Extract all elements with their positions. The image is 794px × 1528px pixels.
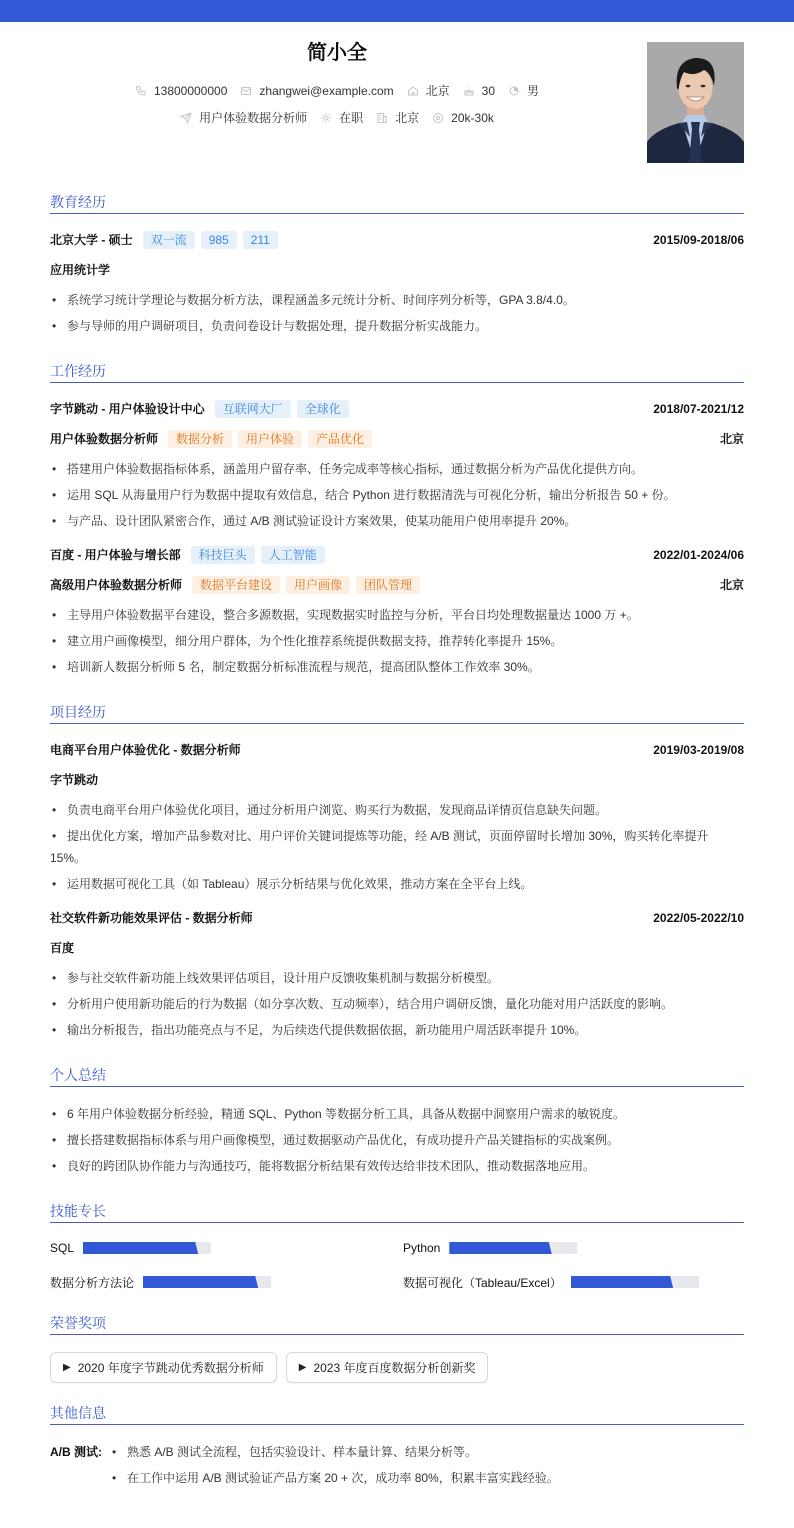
bullet-list [50, 1103, 744, 1177]
list-item [50, 873, 744, 895]
awards-list [50, 1352, 744, 1383]
project-entry [50, 735, 744, 895]
mail-icon [240, 85, 252, 97]
job-status [320, 108, 363, 128]
contact-age [463, 81, 495, 101]
list-item-text: 搭建用户体验数据指标体系，涵盖用户留存率、任务完成率等核心指标，通过数据分析为产品优化提供方向。 [67, 462, 644, 476]
list-item-text: 6 年用户体验数据分析经验，精通 SQL、Python 等数据分析工具，具备从数据中洞察用户需求的敏锐度。 [67, 1107, 626, 1121]
education-section [50, 192, 744, 337]
hometown-text: 北京 [425, 84, 450, 98]
bullet-list [50, 458, 744, 532]
skill-level-bar [449, 1242, 577, 1254]
section-title-awards: 荣誉奖项 [50, 1313, 744, 1335]
company-name: 字节跳动 - 用户体验设计中心 [50, 402, 205, 416]
project-company: 百度 [50, 941, 75, 955]
contact-row-2 [50, 108, 624, 128]
list-item [110, 1441, 559, 1463]
job-status-text: 在职 [339, 111, 364, 125]
bullet-icon: • [112, 1445, 117, 1459]
entry-date: 2018/07-2021/12 [653, 402, 744, 416]
bullet-icon: • [52, 829, 57, 843]
basic-info [50, 22, 624, 128]
salary-text: 20k-30k [451, 111, 494, 125]
list-item-text: 擅长搭建数据指标体系与用户画像模型，通过数据驱动产品优化，有成功提升产品关键指标的实战案例。 [67, 1133, 620, 1147]
list-item [50, 656, 744, 678]
bullet-icon: • [52, 660, 57, 674]
list-item-text: 提出优化方案，增加产品参数对比、用户评价关键词提炼等功能，经 A/B 测试，页面停留时长增加 30%，购买转化率提升 15%。 [50, 829, 709, 865]
work-entry [50, 540, 744, 678]
candidate-name: 简小全 [307, 42, 367, 64]
job-location: 北京 [719, 432, 744, 446]
bullet-list [110, 1441, 559, 1493]
entry-subtitle [50, 933, 744, 963]
phone-text: 13800000000 [153, 84, 228, 98]
project-name: 电商平台用户体验优化 - 数据分析师 [50, 743, 241, 757]
award-item-button[interactable] [50, 1352, 277, 1383]
entry-subtitle [50, 424, 744, 454]
school-tag: 双一流 [143, 231, 195, 249]
job-role: 高级用户体验数据分析师 [50, 578, 183, 592]
major-name: 应用统计学 [50, 263, 111, 277]
bullet-icon: • [52, 1159, 57, 1173]
bullet-icon: • [52, 1107, 57, 1121]
award-item-button[interactable] [286, 1352, 489, 1383]
list-item-text: 参与导师的用户调研项目，负责问卷设计与数据处理，提升数据分析实战能力。 [67, 319, 488, 333]
project-entry [50, 903, 744, 1041]
other-info-item [50, 1441, 744, 1493]
skill-level-fill [571, 1276, 673, 1288]
list-item [50, 630, 744, 652]
list-item-text: 运用 SQL 从海量用户行为数据中提取有效信息，结合 Python 进行数据清洗与可视化分析，输出分析报告 50 + 份。 [67, 488, 676, 502]
skill-level-fill [143, 1276, 258, 1288]
entry-header [50, 903, 744, 933]
section-title-other: 其他信息 [50, 1403, 744, 1425]
list-item-text: 熟悉 A/B 测试全流程，包括实验设计、样本量计算、结果分析等。 [127, 1445, 478, 1459]
entry-date: 2022/01-2024/06 [653, 548, 744, 562]
company-tag: 全球化 [297, 400, 349, 418]
list-item-text: 负责电商平台用户体验优化项目，通过分析用户浏览、购买行为数据，发现商品详情页信息缺失问题。 [67, 803, 608, 817]
company-tag: 人工智能 [261, 546, 325, 564]
list-item [50, 1019, 744, 1041]
list-item [50, 458, 744, 480]
entry-date: 2019/03-2019/08 [653, 743, 744, 757]
home-icon [407, 85, 419, 97]
section-title-projects: 项目经历 [50, 702, 744, 724]
role-tag: 数据平台建设 [192, 576, 280, 594]
expand-triangle-icon: ▶ [63, 1362, 71, 1373]
company-tag: 科技巨头 [191, 546, 255, 564]
list-item-text: 系统学习统计学理论与数据分析方法，课程涵盖多元统计分析、时间序列分析等，GPA 3.8/4.0。 [67, 293, 575, 307]
target-city-text: 北京 [395, 111, 420, 125]
contact-row-1 [50, 81, 624, 101]
entry-subtitle [50, 765, 744, 795]
school-tag: 211 [243, 231, 278, 249]
work-entry [50, 394, 744, 532]
building-icon [376, 112, 388, 124]
cake-icon [463, 85, 475, 97]
other-info-section [50, 1403, 744, 1493]
paper-plane-icon [180, 112, 192, 124]
list-item [50, 510, 744, 532]
skill-level-fill [83, 1242, 198, 1254]
status-icon [320, 112, 332, 124]
entry-date: 2015/09-2018/06 [653, 233, 744, 247]
list-item-text: 输出分析报告，指出功能亮点与不足，为后续迭代提供数据依据，新功能用户周活跃率提升 10%。 [67, 1023, 587, 1037]
award-label: 2023 年度百度数据分析创新奖 [313, 1361, 476, 1375]
skill-item [50, 1272, 391, 1292]
contact-phone [135, 81, 227, 101]
bullet-list [50, 799, 744, 895]
job-role: 用户体验数据分析师 [50, 432, 159, 446]
skill-item [50, 1238, 391, 1258]
gender-icon [508, 85, 520, 97]
bullet-icon: • [52, 634, 57, 648]
list-item [50, 1129, 744, 1151]
section-title-work: 工作经历 [50, 361, 744, 383]
role-tag: 团队管理 [356, 576, 420, 594]
list-item-text: 建立用户画像模型，细分用户群体，为个性化推荐系统提供数据支持，推荐转化率提升 15%。 [67, 634, 563, 648]
phone-icon [135, 85, 147, 97]
bullet-icon: • [52, 462, 57, 476]
email-text: zhangwei@example.com [259, 84, 394, 98]
skills-section [50, 1201, 744, 1292]
job-intention-text: 用户体验数据分析师 [199, 111, 308, 125]
role-tag: 用户体验 [238, 430, 302, 448]
entry-subtitle [50, 570, 744, 600]
role-tag: 产品优化 [308, 430, 372, 448]
list-item [50, 315, 744, 337]
list-item [50, 484, 744, 506]
skill-level-bar [143, 1276, 271, 1288]
bullet-icon: • [52, 319, 57, 333]
entry-header [50, 394, 744, 424]
list-item [50, 799, 744, 821]
avatar-portrait [647, 42, 744, 163]
contact-gender [508, 81, 539, 101]
bullet-icon: • [52, 877, 57, 891]
bullet-icon: • [52, 803, 57, 817]
section-title-education: 教育经历 [50, 192, 744, 214]
skill-item [403, 1238, 744, 1258]
bullet-icon: • [52, 488, 57, 502]
bullet-icon: • [52, 1023, 57, 1037]
list-item-text: 良好的跨团队协作能力与沟通技巧，能将数据分析结果有效传达给非技术团队，推动数据落地应用。 [67, 1159, 596, 1173]
bullet-list [50, 604, 744, 678]
age-text: 30 [481, 84, 496, 98]
bullet-icon: • [52, 997, 57, 1011]
resume-header [50, 22, 744, 168]
skill-item [403, 1272, 744, 1292]
skill-level-bar [83, 1242, 211, 1254]
awards-section [50, 1313, 744, 1383]
skill-name: 数据可视化（Tableau/Excel） [403, 1275, 562, 1290]
award-label: 2020 年度字节跳动优秀数据分析师 [77, 1361, 264, 1375]
company-tag: 互联网大厂 [215, 400, 291, 418]
entry-header [50, 735, 744, 765]
list-item-text: 运用数据可视化工具（如 Tableau）展示分析结果与优化效果，推动方案在全平台上线。 [67, 877, 533, 891]
list-item [50, 1155, 744, 1177]
job-location: 北京 [719, 578, 744, 592]
entry-subtitle [50, 255, 744, 285]
section-title-skills: 技能专长 [50, 1201, 744, 1223]
bullet-icon: • [52, 293, 57, 307]
bullet-icon: • [52, 971, 57, 985]
company-name: 百度 - 用户体验与增长部 [50, 548, 181, 562]
job-intention [180, 108, 307, 128]
list-item-text: 与产品、设计团队紧密合作，通过 A/B 测试验证设计方案效果，使某功能用户使用率提升 20%。 [67, 514, 577, 528]
skills-grid [50, 1238, 744, 1292]
resume-page [50, 22, 744, 1493]
summary-section [50, 1065, 744, 1177]
school-tag: 985 [201, 231, 237, 249]
project-name: 社交软件新功能效果评估 - 数据分析师 [50, 911, 253, 925]
list-item-text: 主导用户体验数据平台建设，整合多源数据，实现数据实时监控与分析，平台日均处理数据量达 1000 万 +。 [67, 608, 639, 622]
entry-header [50, 540, 744, 570]
skill-name: Python [403, 1241, 441, 1255]
list-item-text: 分析用户使用新功能后的行为数据（如分享次数、互动频率），结合用户调研反馈，量化功能对用户活跃度的影响。 [67, 997, 674, 1011]
work-section [50, 361, 744, 678]
other-info-label: A/B 测试: [50, 1445, 102, 1459]
bullet-icon: • [52, 514, 57, 528]
expected-salary [432, 108, 494, 128]
list-item [50, 967, 744, 989]
contact-email [240, 81, 393, 101]
education-entry [50, 225, 744, 337]
projects-section [50, 702, 744, 1041]
bullet-icon: • [52, 608, 57, 622]
entry-date: 2022/05-2022/10 [653, 911, 744, 925]
list-item [50, 1103, 744, 1125]
profile-photo [647, 42, 744, 163]
list-item [50, 825, 744, 869]
bullet-icon: • [52, 1133, 57, 1147]
skill-name: 数据分析方法论 [50, 1275, 135, 1290]
list-item [50, 604, 744, 626]
skill-name: SQL [50, 1241, 75, 1255]
list-item-text: 培训新人数据分析师 5 名，制定数据分析标准流程与规范，提高团队整体工作效率 30%。 [67, 660, 540, 674]
project-company: 字节跳动 [50, 773, 99, 787]
school-name: 北京大学 - 硕士 [50, 233, 133, 247]
salary-icon [432, 112, 444, 124]
top-accent-bar [0, 0, 794, 22]
bullet-list [50, 289, 744, 337]
bullet-list [50, 967, 744, 1041]
list-item [50, 289, 744, 311]
list-item-text: 在工作中运用 A/B 测试验证产品方案 20 + 次，成功率 80%，积累丰富实践经验。 [127, 1471, 559, 1485]
section-title-summary: 个人总结 [50, 1065, 744, 1087]
list-item-text: 参与社交软件新功能上线效果评估项目，设计用户反馈收集机制与数据分析模型。 [67, 971, 500, 985]
role-tag: 数据分析 [168, 430, 232, 448]
expand-triangle-icon: ▶ [298, 1362, 307, 1373]
skill-level-fill [449, 1242, 551, 1254]
bullet-icon: • [112, 1471, 117, 1485]
target-city [376, 108, 419, 128]
entry-header [50, 225, 744, 255]
list-item [110, 1467, 559, 1489]
list-item [50, 993, 744, 1015]
gender-text: 男 [527, 84, 540, 98]
skill-level-bar [571, 1276, 699, 1288]
role-tag: 用户画像 [286, 576, 350, 594]
contact-hometown [407, 81, 450, 101]
